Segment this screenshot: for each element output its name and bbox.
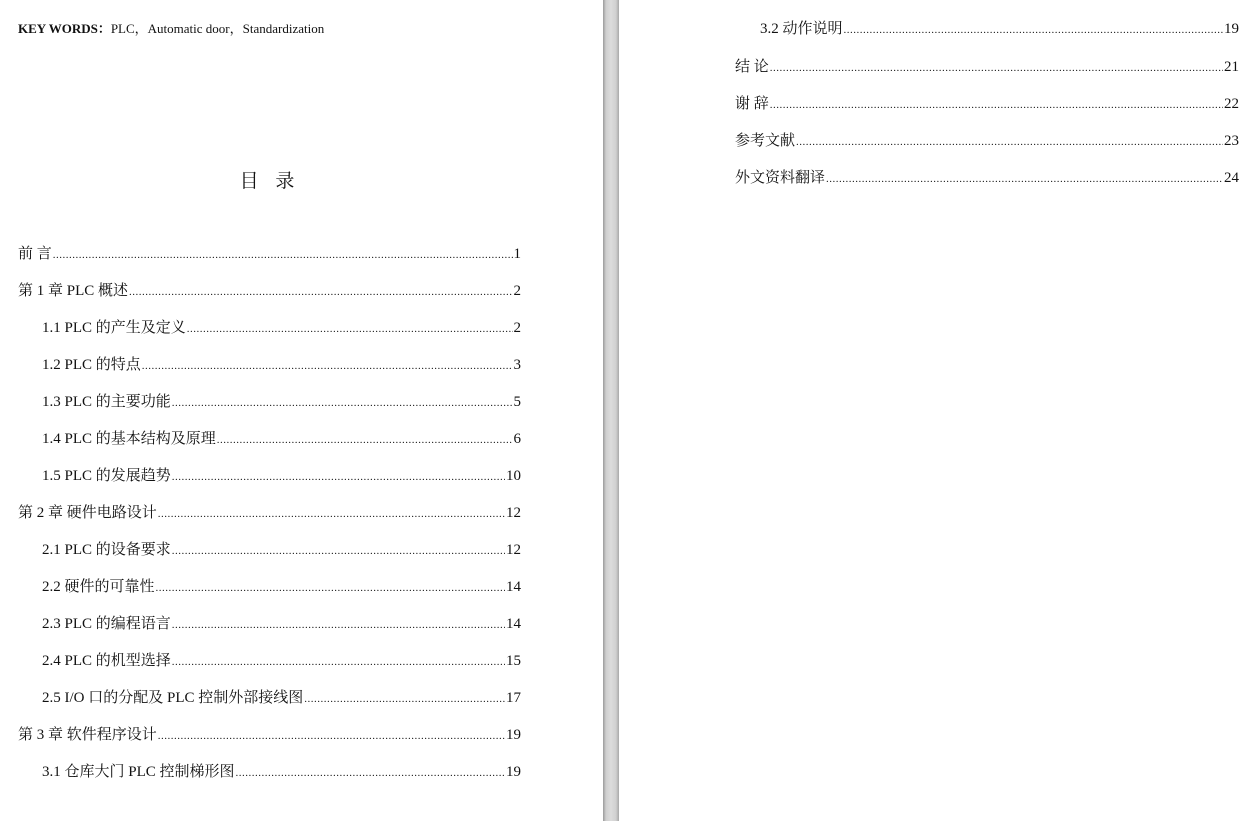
toc-entry-page: 5 [513, 394, 521, 410]
toc-entry-text: 第 3 章 软件程序设计 [18, 727, 157, 743]
toc-entry-page: 19 [506, 727, 521, 743]
toc-entry-page: 12 [506, 542, 521, 558]
toc-entry-page: 2 [513, 283, 521, 299]
toc-entry-page: 22 [1224, 96, 1239, 112]
toc-leader-dots [172, 540, 505, 562]
document-page-left [0, 0, 603, 821]
toc-entry-page: 19 [1224, 21, 1239, 37]
toc-entry-text: 1.5 PLC 的发展趋势 [42, 468, 171, 484]
toc-entry-page: 10 [506, 468, 521, 484]
toc-entry-page: 23 [1224, 133, 1239, 149]
toc-entry [42, 317, 521, 339]
toc-entry [735, 56, 1239, 78]
keywords-value: PLC，Automatic door，Standardization [110, 21, 325, 36]
toc-entry-page: 12 [506, 505, 521, 521]
toc-leader-dots [304, 688, 505, 710]
toc-entry [735, 130, 1239, 152]
toc-title: 目 录 [239, 171, 301, 192]
toc-leader-dots [172, 651, 505, 673]
toc-entry [42, 576, 521, 598]
toc-entry-page: 15 [506, 653, 521, 669]
toc-entry-text: 3.2 动作说明 [760, 21, 843, 37]
toc-entry [42, 391, 521, 413]
toc-leader-dots [844, 19, 1223, 41]
toc-entry [735, 93, 1239, 115]
toc-leader-dots [217, 429, 513, 451]
toc-entry [42, 613, 521, 635]
toc-entry-text: 2.4 PLC 的机型选择 [42, 653, 171, 669]
toc-entry-text: 3.1 仓库大门 PLC 控制梯形图 [42, 764, 235, 780]
toc-entry-text: 2.3 PLC 的编程语言 [42, 616, 171, 632]
toc-leader-dots [826, 168, 1223, 190]
toc-entry-page: 21 [1224, 59, 1239, 75]
toc-leader-dots [158, 503, 505, 525]
toc-entry [42, 539, 521, 561]
toc-entry-page: 14 [506, 616, 521, 632]
keywords-label: KEY WORDS： [18, 21, 111, 36]
toc-leader-dots [770, 94, 1223, 116]
toc-entry [760, 18, 1239, 40]
toc-entry [42, 465, 521, 487]
toc-leader-dots [172, 614, 505, 636]
toc-entry-text: 2.5 I/O 口的分配及 PLC 控制外部接线图 [42, 690, 304, 706]
page-gutter [603, 0, 619, 821]
toc-entry-text: 外文资料翻译 [735, 170, 826, 186]
toc-entry [18, 280, 521, 302]
toc-leader-dots [142, 355, 513, 377]
toc-entry-text: 谢 辞 [735, 96, 769, 112]
toc-entry [735, 167, 1239, 189]
keywords-line [18, 18, 324, 37]
toc-entry-text: 2.2 硬件的可靠性 [42, 579, 155, 595]
toc-entry [42, 761, 521, 783]
toc-leader-dots [129, 281, 512, 303]
toc-entry-page: 19 [506, 764, 521, 780]
toc-entry-page: 2 [513, 320, 521, 336]
toc-entry-page: 6 [513, 431, 521, 447]
toc-entry-text: 2.1 PLC 的设备要求 [42, 542, 171, 558]
toc-entry-text: 结 论 [735, 59, 769, 75]
toc-leader-dots [53, 244, 513, 266]
toc-leader-dots [187, 318, 513, 340]
toc-entry-page: 3 [513, 357, 521, 373]
toc-leader-dots [156, 577, 505, 599]
toc-entry-page: 17 [506, 690, 521, 706]
toc-entry-page: 24 [1224, 170, 1239, 186]
toc-entry [42, 687, 521, 709]
toc-entry [42, 428, 521, 450]
toc-entry [18, 724, 521, 746]
toc-entry-text: 1.3 PLC 的主要功能 [42, 394, 171, 410]
document-page-right [619, 0, 1258, 821]
toc-entry [18, 502, 521, 524]
toc-leader-dots [172, 466, 505, 488]
toc-entry [18, 243, 521, 265]
toc-entry-text: 1.4 PLC 的基本结构及原理 [42, 431, 216, 447]
toc-entry-text: 前 言 [18, 246, 52, 262]
toc-leader-dots [796, 131, 1223, 153]
toc-leader-dots [770, 57, 1223, 79]
toc-entry [42, 354, 521, 376]
toc-leader-dots [172, 392, 513, 414]
toc-leader-dots [236, 762, 505, 784]
toc-entry-text: 参考文献 [735, 133, 796, 149]
toc-entry-text: 第 2 章 硬件电路设计 [18, 505, 157, 521]
toc-entry-page: 14 [506, 579, 521, 595]
toc-entry-text: 第 1 章 PLC 概述 [18, 283, 129, 299]
toc-entry-text: 1.1 PLC 的产生及定义 [42, 320, 186, 336]
toc-leader-dots [158, 725, 505, 747]
toc-entry [42, 650, 521, 672]
toc-entry-page: 1 [513, 246, 521, 262]
toc-entry-text: 1.2 PLC 的特点 [42, 357, 141, 373]
